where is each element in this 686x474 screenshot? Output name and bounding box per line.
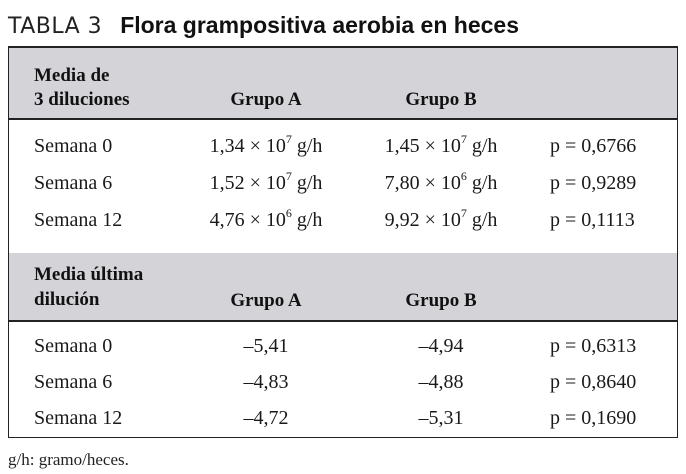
section2-header-line2: dilución bbox=[34, 289, 100, 310]
row-label: Semana 0 bbox=[34, 135, 113, 157]
group-b-value: $1,45 \times 10^7$ g/h bbox=[384, 132, 498, 157]
section1-header-line1: Media de bbox=[34, 65, 110, 86]
group-a-value: –4,83 bbox=[243, 371, 289, 393]
group-a-value: $1,34 \times 10^7$ g/h bbox=[209, 132, 323, 157]
row-label: Semana 0 bbox=[34, 335, 113, 357]
p-value: p = 0,9289 bbox=[550, 172, 637, 194]
section2-header-line1: Media última bbox=[34, 264, 144, 285]
section2-col-a-header: Grupo A bbox=[230, 290, 302, 311]
group-a-value: $1,52 \times 10^7$ g/h bbox=[209, 169, 323, 194]
group-b-value: –5,31 bbox=[418, 407, 464, 429]
section2-col-b-header: Grupo B bbox=[405, 290, 477, 311]
group-a-value: $4,76 \times 10^6$ g/h bbox=[209, 206, 323, 231]
p-value: p = 0,1690 bbox=[550, 407, 637, 429]
table-title: Flora grampositiva aerobia en heces bbox=[120, 12, 520, 38]
section1-col-a-header: Grupo A bbox=[230, 89, 302, 110]
row-label: Semana 12 bbox=[34, 209, 123, 231]
section2-header bbox=[9, 253, 677, 322]
table-title-row bbox=[8, 12, 519, 42]
p-value: p = 0,1113 bbox=[550, 209, 635, 231]
row-label: Semana 12 bbox=[34, 407, 123, 429]
group-b-value: $9,92 \times 10^7$ g/h bbox=[384, 206, 498, 231]
row-label: Semana 6 bbox=[34, 172, 113, 194]
group-b-value: –4,88 bbox=[418, 371, 464, 393]
table-label: TABLA 3 bbox=[8, 14, 103, 39]
section1-header-line2: 3 diluciones bbox=[34, 89, 130, 110]
p-value: p = 0,6313 bbox=[550, 335, 637, 357]
group-b-value: $7,80 \times 10^6$ g/h bbox=[384, 169, 498, 194]
group-b-value: –4,94 bbox=[418, 335, 464, 357]
section1-header bbox=[9, 48, 677, 120]
group-a-value: –5,41 bbox=[243, 335, 289, 357]
group-a-value: –4,72 bbox=[243, 407, 289, 429]
row-label: Semana 6 bbox=[34, 371, 113, 393]
p-value: p = 0,6766 bbox=[550, 135, 637, 157]
footnote: g/h: gramo/heces. bbox=[8, 450, 129, 469]
p-value: p = 0,8640 bbox=[550, 371, 637, 393]
data-table bbox=[8, 48, 678, 438]
section1-col-b-header: Grupo B bbox=[405, 89, 477, 110]
